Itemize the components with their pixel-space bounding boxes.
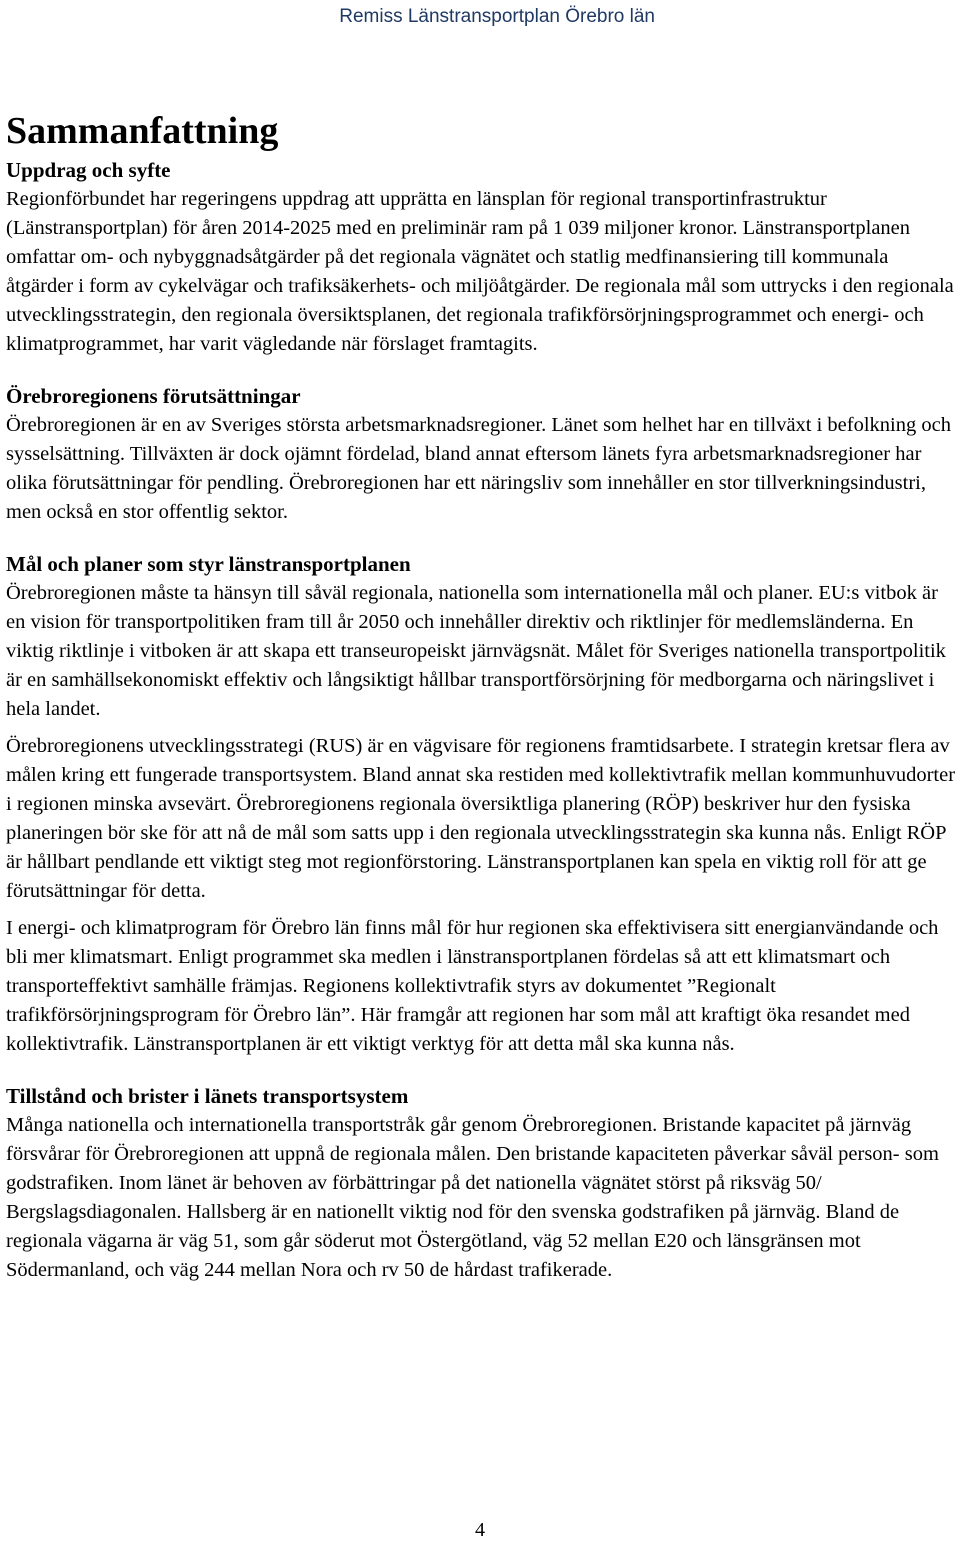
section-mal-och-planer (6, 550, 958, 1059)
section-heading: Tillstånd och brister i länets transportsystem (6, 1084, 409, 1108)
section-heading: Örebroregionens förutsättningar (6, 384, 301, 408)
paragraph: Örebroregionen måste ta hänsyn till såväl regionala, nationella som internationella mål och planer. EU:s vitbok är en vision för transportpolitiken fram till år 2050 och innehåller direktiv och riktlinjer för medlemsländerna. En viktig riktlinje i vitboken är att skapa ett transeuropeiskt järnvägsnät. Målet för Sveriges nationella transportpolitik är en samhällsekonomiskt effektiv och långsiktigt hållbar transportförsörjning för medborgarna och näringslivet i hela landet. (6, 582, 946, 720)
running-header: Remiss Länstransportplan Örebro län (339, 6, 655, 27)
section-heading: Mål och planer som styr länstransportplanen (6, 552, 411, 576)
section-tillstand-och-brister (6, 1082, 958, 1285)
document-title: Sammanfattning (6, 110, 279, 152)
document-body (6, 106, 958, 1285)
paragraph: I energi- och klimatprogram för Örebro län finns mål för hur regionen ska effektivisera sitt energianvändande och bli mer klimatsmart. Enligt programmet ska medlen i länstransportplanen fördelas så att ett klimatsmart och transporteffektivt samhälle främjas. Regionens kollektivtrafik styrs av dokumentet ”Regionalt trafikförsörjningsprogram för Örebro län”. Här framgår att regionen har som mål att kraftigt öka resandet med kollektivtrafik. Länstransportplanen är ett viktigt verktyg för att detta mål ska kunna nås. (6, 917, 939, 1055)
paragraph: Örebroregionens utvecklingsstrategi (RUS) är en vägvisare för regionens framtidsarbete. I strategin kretsar flera av målen kring ett fungerade transportsystem. Bland annat ska restiden med kollektivtrafik mellan kommunhuvudorter i regionen minska avsevärt. Örebroregionens regionala översiktliga planering (RÖP) beskriver hur den fysiska planeringen bör ske för att nå de mål som satts upp i den regionala utvecklingsstrategin ska kunna nås. Enligt RÖP är hållbart pendlande ett viktigt steg mot regionförstoring. Länstransportplanen kan spela en viktig roll för att ge förutsättningar för detta. (6, 735, 956, 902)
paragraph: Många nationella och internationella transportstråk går genom Örebroregionen. Bristande kapacitet på järnväg försvårar för Örebroregionen att uppnå de regionala målen. Den bristande kapaciteten påverkar såväl person- som godstrafiken. Inom länet är behoven av förbättringar på det nationella vägnätet störst på riksväg 50/ Bergslagsdiagonalen. Hallsberg är en nationellt viktig nod för den svenska godstrafiken på järnväg. Bland de regionala vägarna är väg 51, som går söderut mot Östergötland, väg 52 mellan E20 och länsgränsen mot Södermanland, och väg 244 mellan Nora och rv 50 de hårdast trafikerade. (6, 1114, 939, 1281)
page-number: 4 (475, 1519, 485, 1541)
section-uppdrag-och-syfte (6, 156, 958, 359)
section-forutsattningar (6, 382, 958, 527)
section-heading: Uppdrag och syfte (6, 158, 171, 182)
paragraph: Örebroregionen är en av Sveriges största arbetsmarknadsregioner. Länet som helhet har en tillväxt i befolkning och sysselsättning. Tillväxten är dock ojämnt fördelad, bland annat eftersom länets fyra arbetsmarknadsregioner har olika förutsättningar för pendling. Örebroregionen har ett näringsliv som innehåller en stor tillverkningsindustri, men också en stor offentlig sektor. (6, 414, 951, 523)
paragraph: Regionförbundet har regeringens uppdrag att upprätta en länsplan för regional transportinfrastruktur (Länstransportplan) för åren 2014-2025 med en preliminär ram på 1 039 miljoner kronor. Länstransportplanen omfattar om- och nybyggnadsåtgärder på det regionala vägnätet och statlig medfinansiering till kommunala åtgärder i form av cykelvägar och trafiksäkerhets- och miljöåtgärder. De regionala mål som uttrycks i den regionala utvecklingsstrategin, den regionala översiktsplanen, det regionala trafikförsörjningsprogrammet och energi- och klimatprogrammet, har varit vägledande när förslaget framtagits. (6, 188, 954, 355)
